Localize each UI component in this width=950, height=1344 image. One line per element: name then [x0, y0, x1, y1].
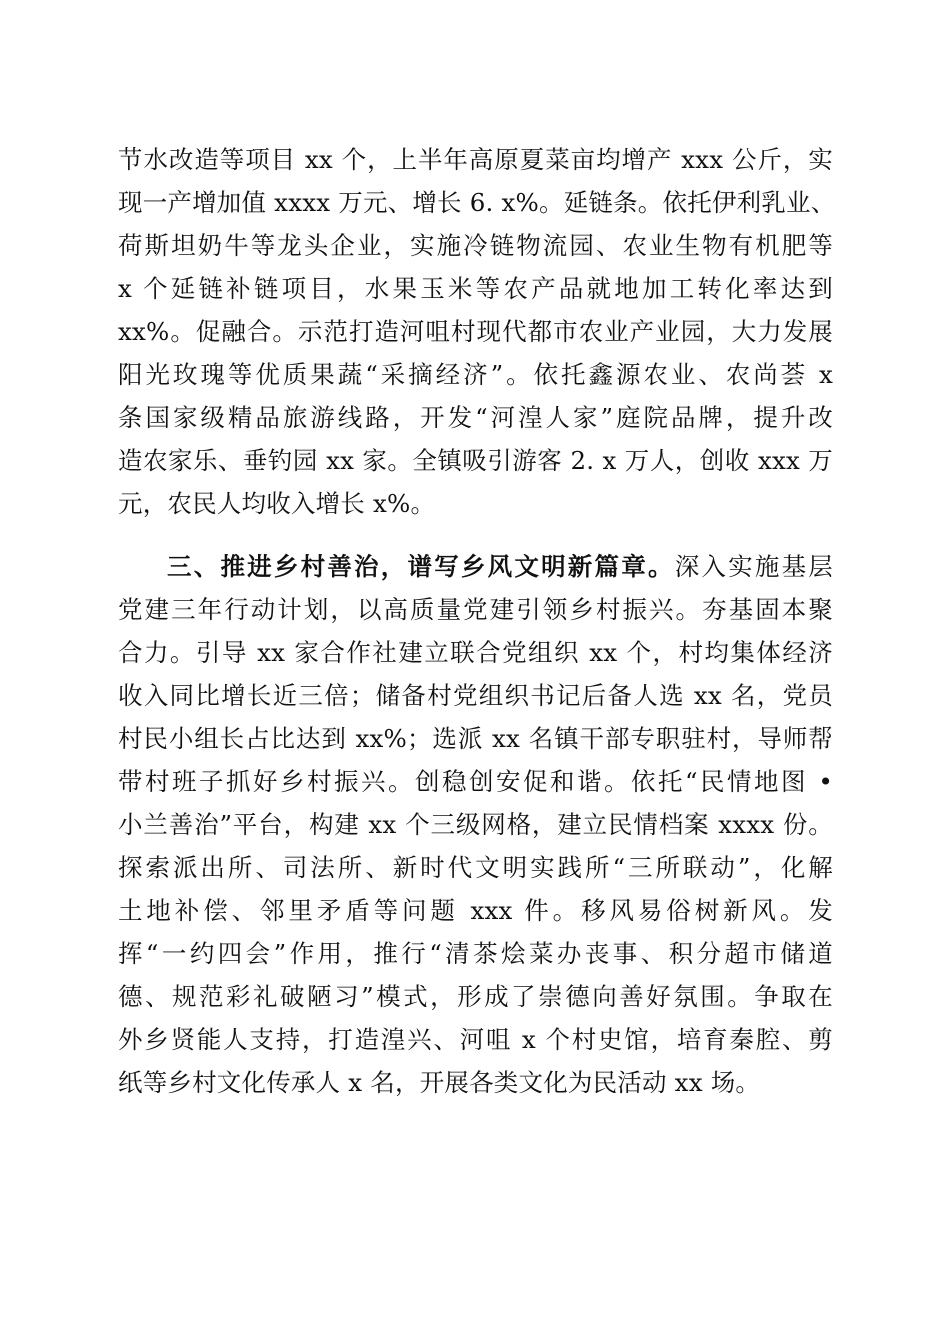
paragraph-line: 元，农民人均收入增长 x%。 [118, 489, 436, 518]
section-heading-line [167, 547, 833, 587]
paragraph-line: 党建三年行动计划，以高质量党建引领乡村振兴。夯基固本聚 [118, 595, 833, 624]
paragraph-line: 带村班子抓好乡村振兴。创稳创安促和谐。依托“民情地图 • [118, 767, 833, 796]
paragraph-line: 德、规范彩礼破陋习”模式，形成了崇德向善好氛围。争取在 [118, 982, 833, 1011]
section-heading-rest: 深入实施基层 [674, 552, 833, 581]
paragraph-line: 村民小组长占比达到 xx%；选派 xx 名镇干部专职驻村，导师帮 [118, 724, 833, 753]
paragraph-line: x 个延链补链项目，水果玉米等农产品就地加工转化率达到 [118, 274, 833, 303]
paragraph-line: 外乡贤能人支持，打造湟兴、河咀 x 个村史馆，培育秦腔、剪 [118, 1025, 833, 1054]
paragraph-line: 挥“一约四会”作用，推行“清茶烩菜办丧事、积分超市储道 [118, 939, 833, 968]
paragraph-line: 土地补偿、邻里矛盾等问题 xxx 件。移风易俗树新风。发 [118, 896, 833, 925]
section-heading: 三、推进乡村善治，谱写乡风文明新篇章。 [167, 552, 675, 581]
paragraph-line: 节水改造等项目 xx 个，上半年高原夏菜亩均增产 xxx 公斤，实 [118, 145, 833, 174]
paragraph-line: 纸等乡村文化传承人 x 名，开展各类文化为民活动 xx 场。 [118, 1068, 761, 1097]
paragraph-line: 探索派出所、司法所、新时代文明实践所“三所联动”，化解 [118, 853, 833, 882]
paragraph-line: 合力。引导 xx 家合作社建立联合党组织 xx 个，村均集体经济 [118, 638, 833, 667]
paragraph-line: 小兰善治”平台，构建 xx 个三级网格，建立民情档案 xxxx 份。 [118, 810, 833, 839]
paragraph-line: xx%。促融合。示范打造河咀村现代都市农业产业园，大力发展 [118, 317, 833, 346]
paragraph-line: 阳光玫瑰等优质果蔬“采摘经济”。依托鑫源农业、农尚荟 x [118, 360, 833, 389]
paragraph-line: 造农家乐、垂钓园 xx 家。全镇吸引游客 2. x 万人，创收 xxx 万 [118, 446, 833, 475]
paragraph-line: 收入同比增长近三倍；储备村党组织书记后备人选 xx 名，党员 [118, 681, 833, 710]
paragraph-line: 条国家级精品旅游线路，开发“河湟人家”庭院品牌，提升改 [118, 403, 833, 432]
paragraph-line: 荷斯坦奶牛等龙头企业，实施冷链物流园、农业生物有机肥等 [118, 231, 833, 260]
paragraph-line: 现一产增加值 xxxx 万元、增长 6. x%。延链条。依托伊利乳业、 [118, 188, 836, 217]
